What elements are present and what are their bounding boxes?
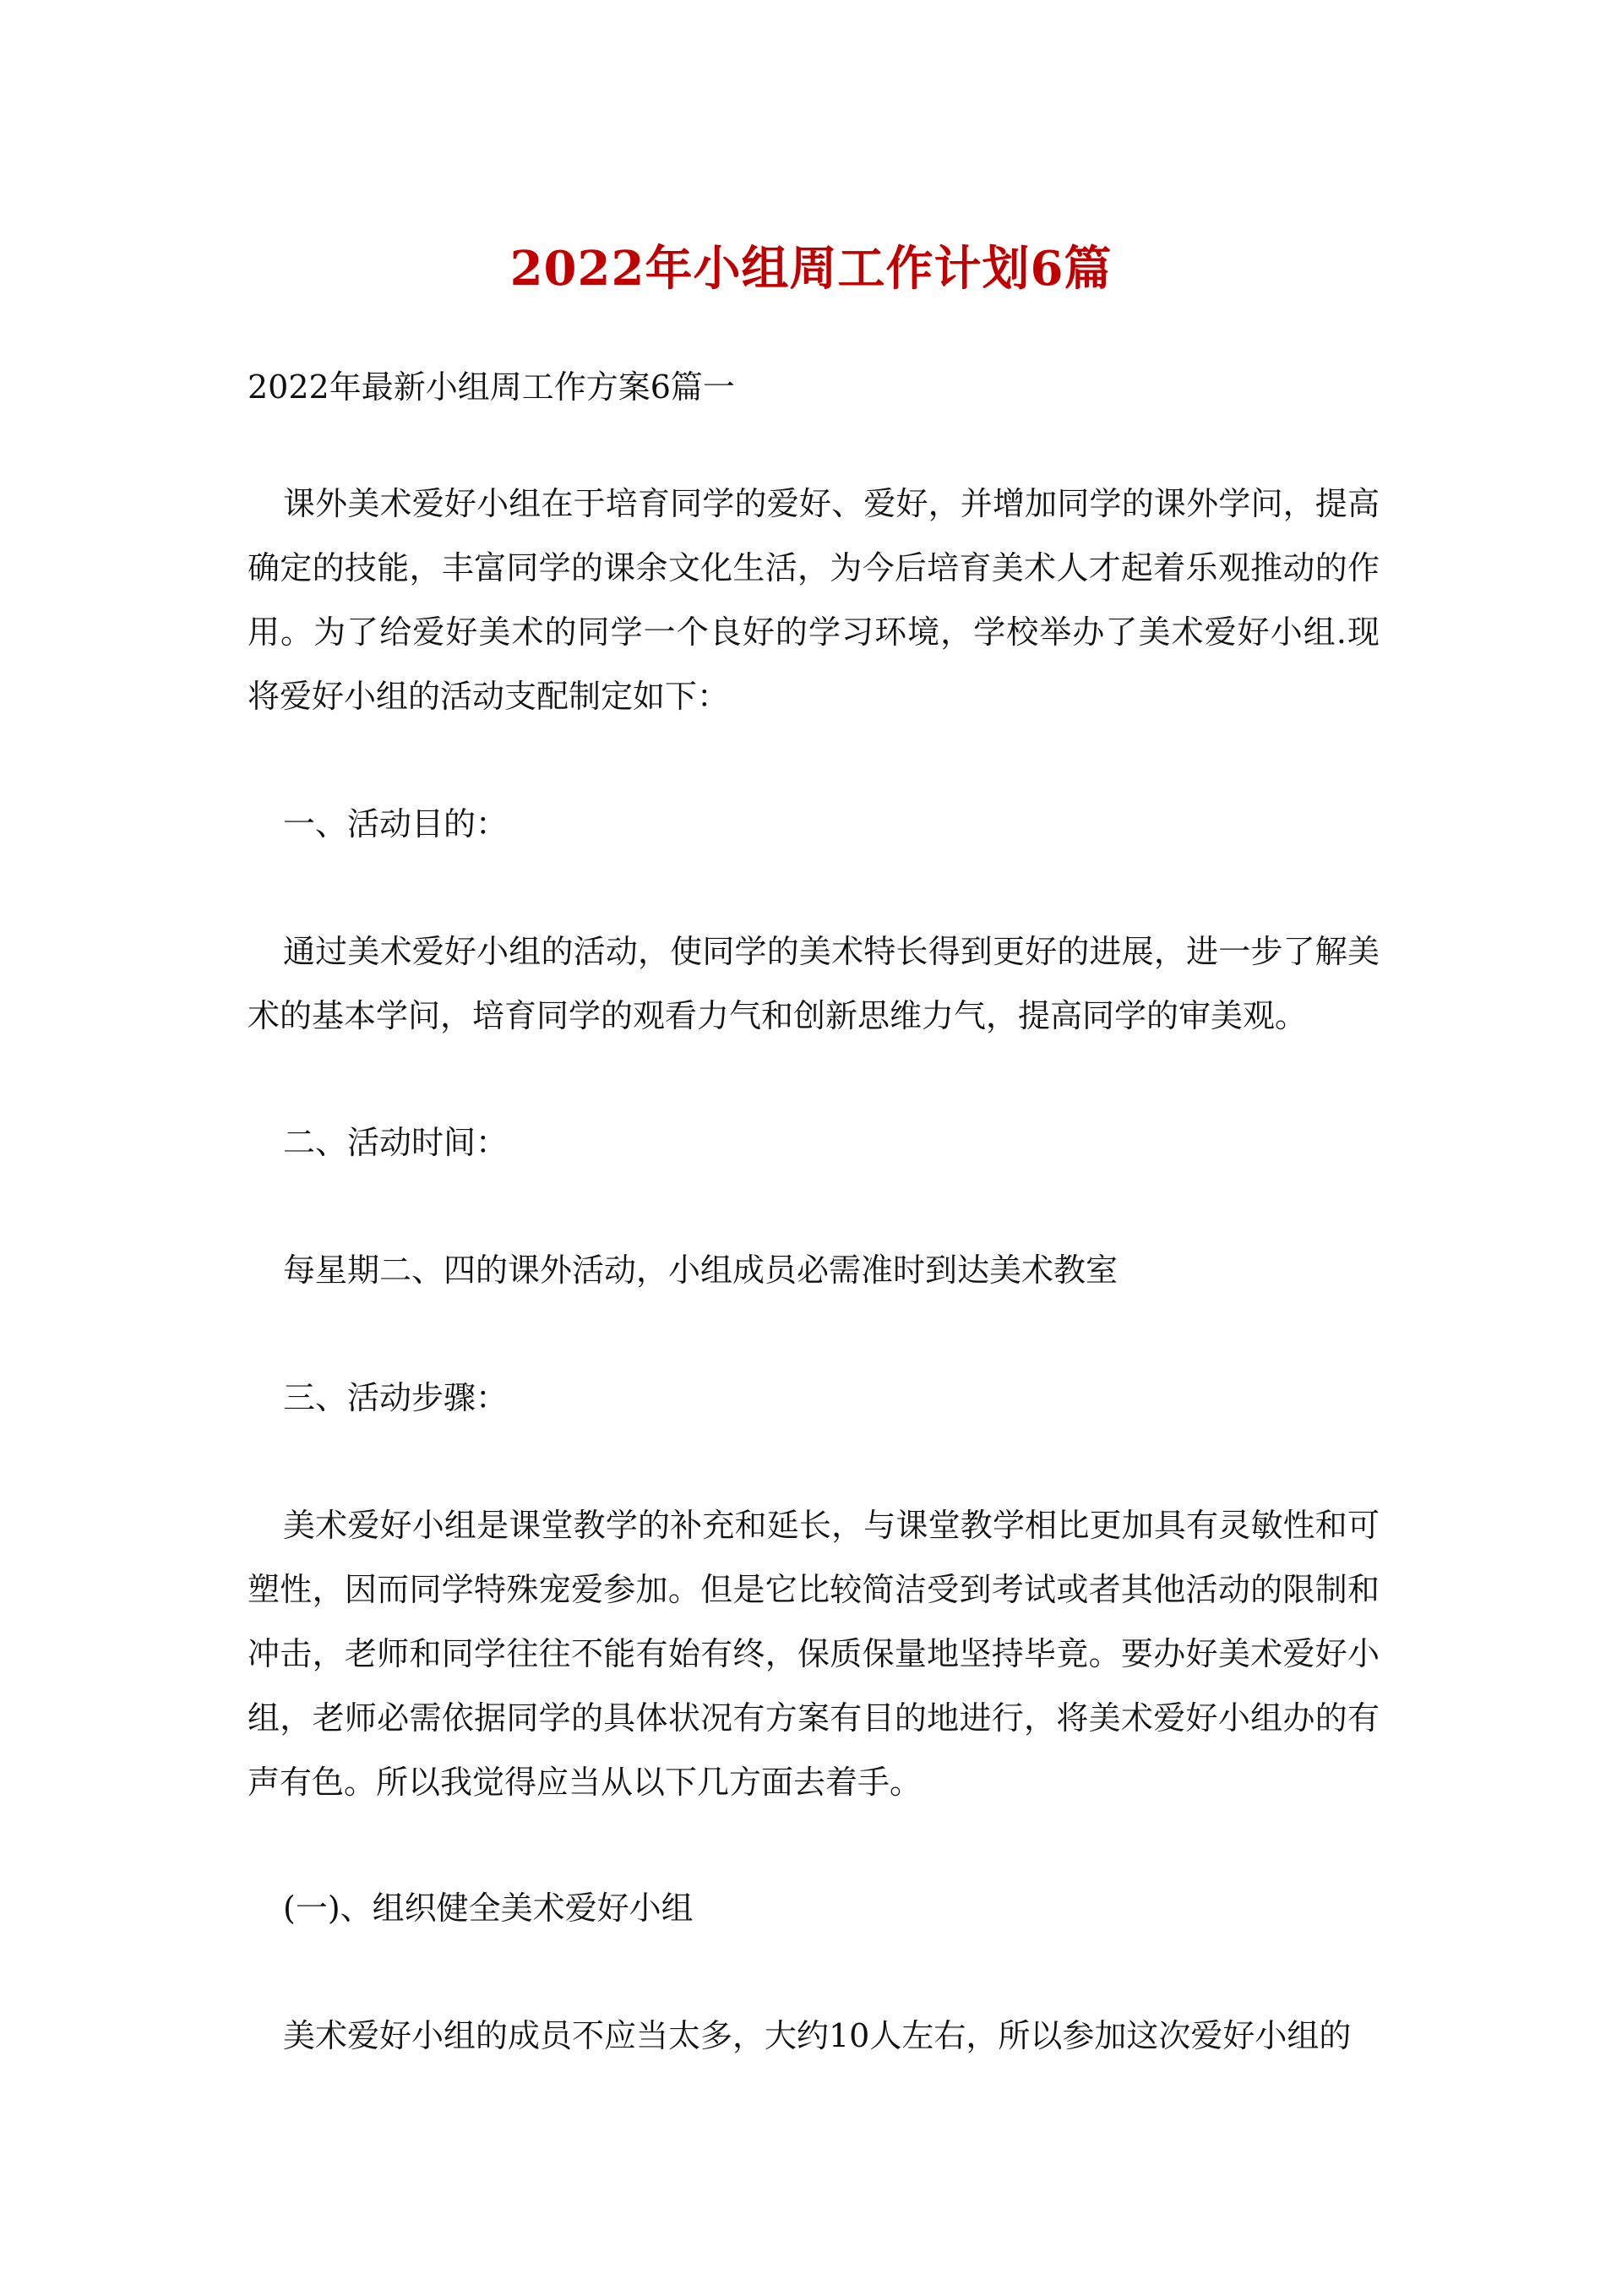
section-body-purpose: 通过美术爱好小组的活动，使同学的美术特长得到更好的进展，进一步了解美术的基本学问，培育同学的观看力气和创新思维力气，提高同学的审美观。: [248, 933, 1380, 1034]
intro-paragraph: 课外美术爱好小组在于培育同学的爱好、爱好，并增加同学的课外学问，提高确定的技能，丰富同学的课余文化生活，为今后培育美术人才起着乐观推动的作用。为了给爱好美术的同学一个良好的学习环境，学校举办了美术爱好小组.现将爱好小组的活动支配制定如下：: [248, 485, 1380, 715]
section-body-time: 每星期二、四的课外活动，小组成员必需准时到达美术教室: [283, 1252, 1119, 1289]
subsection-body-organize: 美术爱好小组的成员不应当太多，大约10人左右，所以参加这次爱好小组的: [283, 2017, 1352, 2054]
section-heading-steps: 三、活动步骤：: [283, 1379, 509, 1416]
document-subtitle: 2022年最新小组周工作方案6篇一: [248, 368, 735, 406]
subsection-heading-organize: (一)、组织健全美术爱好小组: [283, 1890, 694, 1927]
section-heading-time: 二、活动时间：: [283, 1124, 509, 1161]
section-body-steps: 美术爱好小组是课堂教学的补充和延长，与课堂教学相比更加具有灵敏性和可塑性，因而同学特殊宠爱参加。但是它比较简洁受到考试或者其他活动的限制和冲击，老师和同学往往不能有始有终，保质保量地坚持毕竟。要办好美术爱好小组，老师必需依据同学的具体状况有方案有目的地进行，将美术爱好小组办的有声有色。所以我觉得应当从以下几方面去着手。: [248, 1507, 1380, 1801]
document-title: 2022年小组周工作计划6篇: [509, 240, 1113, 297]
section-heading-purpose: 一、活动目的：: [283, 805, 509, 843]
